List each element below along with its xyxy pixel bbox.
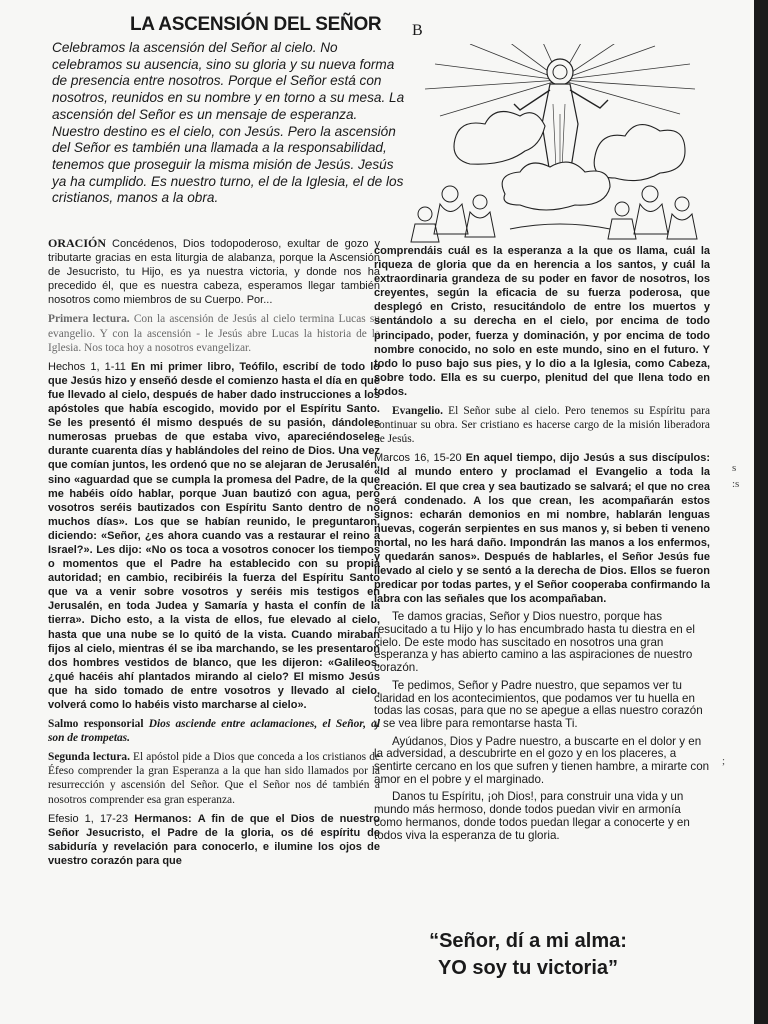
marcos-reference: Marcos 16, 15-20 bbox=[374, 452, 462, 465]
efesios-reference: Efesio 1, 17-23 bbox=[48, 812, 129, 825]
efesios-continuation: comprendáis cuál es la esperanza a la que os llama, cuál la riqueza de gloria que da en herencia a los santos, y cuál la extraordinaria grandeza de su poder en favor de nosotros, los creyentes, según la eficacia de su fuerza poderosa, que desplegó en Cristo, resucitándolo de entre los muertos y sentándolo a su derecha en el cielo, por encima de todo principado, poder, fuerza y dominación, y por encima de todo nombre conocido, no solo en este mundo, sino en el futuro. Y todo lo puso bajo sus pies, y lo dio a la Iglesia, como Cabeza, sobre todo. Ella es su cuerpo, plenitud del que llena todo en todos. bbox=[374, 245, 710, 398]
liturgical-cycle-label: B bbox=[412, 22, 423, 39]
closing-quote-line: YO soy tu victoria” bbox=[437, 957, 619, 979]
salmo-heading: Salmo responsorial bbox=[48, 718, 144, 731]
left-column bbox=[48, 236, 380, 976]
primera-lectura-heading: Primera lectura. bbox=[48, 313, 130, 326]
oracion-text: Concédenos, Dios todopoderoso, exultar de gozo y tributarte gracias en esta liturgia de alabanza, porque la Ascensión de Jesucristo, tu Hijo, es ya nuestra victoria, y donde nos ha precedido él, que es nuestra cabeza, esperamos llegar también nosotros como miembros de su Cuerpo. Por... bbox=[48, 238, 380, 307]
margin-mark: ; bbox=[722, 755, 726, 767]
primera-lectura-intro: Con la ascensión de Jesús al cielo termina Lucas su evangelio. Y con la ascensión - le Jesús abre Lucas la historia de la Iglesia. Nos toca hoy a nosotros evangelizar. bbox=[48, 313, 380, 354]
oracion-heading: ORACIÓN bbox=[48, 236, 107, 250]
marcos-text: En aquel tiempo, dijo Jesús a sus discípulos: «Id al mundo entero y proclamad el Evangelio a toda la creación. El que crea y sea bautizado se salvará; el que no crea será condenado. A los que crean, les acompañarán estos signos: echarán demonios en mi nombre, hablarán lenguas nuevas, cogerán serpientes en sus manos y, si beben ti veneno mortal, no les hará daño. Impondrán las manos a los enfermos, y quedarán sanos». Después de hablarles, el Señor Jesús fue llevado al cielo y se sentó a la derecha de Dios. Ellos se fueron predicar por todas partes, y el Señor cooperaba confirmando la labra con las señales que los acompañaban. bbox=[374, 452, 710, 606]
prayer-paragraph: Ayúdanos, Dios y Padre nuestro, a buscarte en el dolor y en la adversidad, a descubrirte en el gozo y en los placeres, a sentirte cercano en los que sufren y tienen hambre, a mirarte con amor en el pobre y el marginado. bbox=[374, 734, 710, 786]
efesios-greeting: Hermanos: bbox=[134, 812, 192, 825]
efesios-text: A fin de que el Dios de nuestro Señor Jesucristo, el Padre de la gloria, os dé espíritu de sabiduría y revelación para conocerlo, e ilumine los ojos de vuestro corazón para que bbox=[48, 812, 380, 867]
scan-edge bbox=[754, 0, 768, 1024]
hechos-text: En mi primer libro, Teófilo, escribí de todo lo que Jesús hizo y enseñó desde el comienzo hasta el día en que fue llevado al cielo, después de haber dado instrucciones a los apóstoles que había escogido, movido por el Espíritu Santo. Se les presentó él mismo después de su pasión, dándoles numerosas pruebas de que estaba vivo, apareciéndoseles durante cuarenta días y hablándoles del reino de Dios. Una vez que comían juntos, les ordenó que no se alejaran de Jerusalén, sino «aguardad que se cumpla la promesa del Padre, de la que me habéis oído hablar, porque Juan bautizó con agua, pero vosotros seréis bautizados con Espíritu Santo dentro de no muchos días». Los que se habían reunido, le preguntaron, diciendo: «Señor, ¿es ahora cuando vas a restaurar el reino a Israel?». Les dijo: «No os toca a vosotros conocer los tiempos o momentos que el Padre ha establecido con su propia autoridad; en cambio, recibiréis la fuerza del Espíritu Santo que va a venir sobre vosotros y seréis mis testigos en Jerusalén, en toda Judea y Samaría y hasta el confín de la tierra». Dicho esto, a la vista de ellos, fue elevado al cielo, hasta que una nube se lo quitó de la vista. Cuando miraban fijos al cielo, mientras él se iba marchando, se les presentaron dos hombres vestidos de blanco, que les dijeron: «Galileos, ¿qué hacéis ahí plantados mirando al cielo? El mismo Jesús que ha sido tomado de entre vosotros y llevado al cielo, volverá como lo habéis visto marcharse al cielo». bbox=[48, 360, 380, 711]
margin-mark: s bbox=[732, 462, 737, 474]
page-title: LA ASCENSIÓN DEL SEÑOR bbox=[130, 14, 382, 35]
salmo-text: Dios asciende entre aclamaciones, el Señor, al son de trompetas. bbox=[48, 718, 380, 745]
ascension-illustration-icon bbox=[410, 44, 710, 244]
segunda-lectura-intro: El apóstol pide a Dios que conceda a los cristianos de Éfeso comprender la gran Esperanza a la que han sido llamados por la resurrección y ascensión del Señor. Que el Señor nos dé también a nosotros comprender esa gran esperanza. bbox=[48, 751, 380, 806]
intro-paragraph: Celebramos la ascensión del Señor al cielo. No celebramos su ausencia, sino su gloria y su nueva forma de presencia entre nosotros. Porque el Señor está con nosotros, reunidos en su nombre y en torno a su mesa. La ascensión del Señor es un mensaje de esperanza. Nuestro destino es el cielo, con Jesús. Pero la ascensión del Señor es también una llamada a la responsabilidad, tenemos que proseguir la misma misión de Jesús. Jesús ya ha cumplido. Es nuestro turno, el de la Iglesia, el de los cristianos, manos a la obra. bbox=[52, 40, 405, 206]
evangelio-intro: El Señor sube al cielo. Pero tenemos su Espíritu para continuar su obra. Ser cristiano es hacerse cargo de la misión liberadora de Jesús. bbox=[374, 405, 710, 446]
margin-mark: :s bbox=[732, 478, 740, 490]
evangelio-heading: Evangelio. bbox=[392, 405, 443, 418]
prayer-paragraph: Te damos gracias, Señor y Dios nuestro, porque has resucitado a tu Hijo y lo has encumbrado hasta tu diestra en el cielo. De este modo has suscitado en nosotros una gran esperanza y has abierto camino a las aspiraciones de nuestro corazón. bbox=[374, 610, 695, 675]
prayer-paragraph: Te pedimos, Señor y Padre nuestro, que sepamos ver tu claridad en los acontecimientos, que podamos ver tu huella en todas las cosas, para que no se apegue a ellas nuestro corazón y se vea libre para remontarse hasta Ti. bbox=[374, 678, 703, 730]
right-column bbox=[374, 244, 710, 924]
hechos-reference: Hechos 1, 1-11 bbox=[48, 360, 126, 373]
prayer-paragraph: Danos tu Espíritu, ¡oh Dios!, para construir una vida y un mundo más hermoso, donde todos puedan vivir en armonía como hermanos, donde todos puedan llegar a conocerte y en todos viva la esperanza de tu gloria. bbox=[374, 790, 690, 842]
segunda-lectura-heading: Segunda lectura. bbox=[48, 751, 130, 764]
closing-quote bbox=[378, 928, 678, 982]
closing-quote-line: “Señor, dí a mi alma: bbox=[429, 930, 627, 952]
